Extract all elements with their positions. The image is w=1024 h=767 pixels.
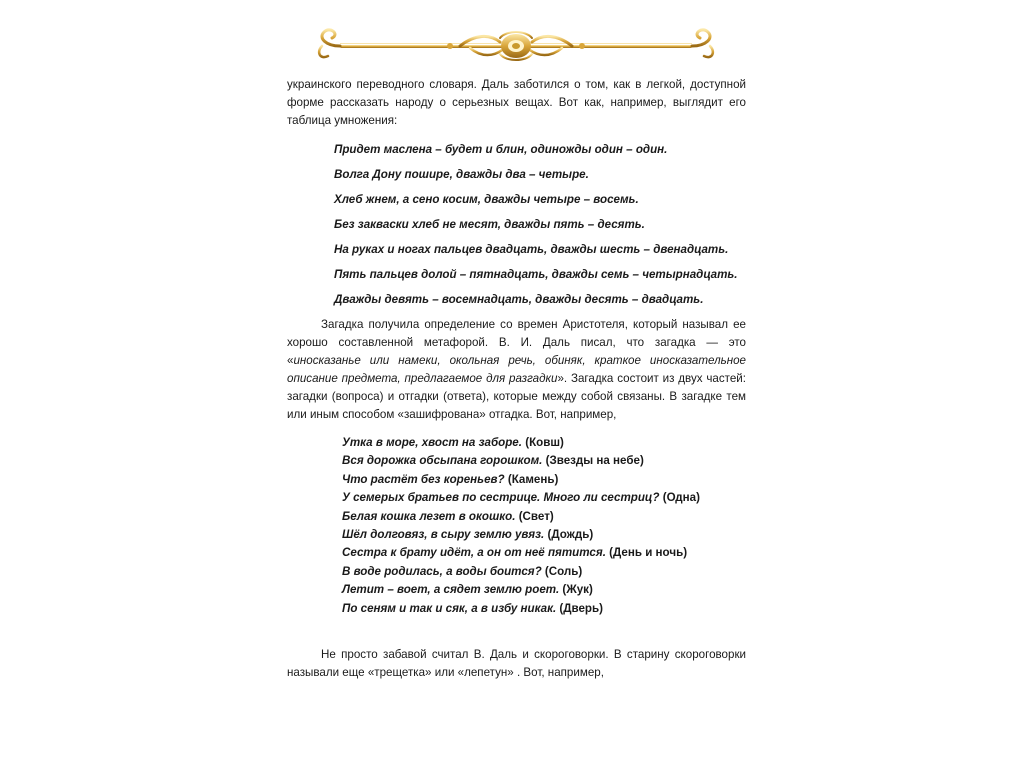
multiplication-line: Придет маслена – будет и блин, одиножды один – один. <box>334 143 668 156</box>
riddle-answer: (Жук) <box>559 583 593 597</box>
riddle-question: По сеням и так и сяк, а в избу никак. <box>342 601 557 615</box>
riddle-item <box>342 452 746 470</box>
multiplication-line: На руках и ногах пальцев двадцать, дважды шесть – двенадцать. <box>334 243 729 256</box>
riddles-list <box>287 434 746 618</box>
intro-paragraph: украинского переводного словаря. Даль заботился о том, как в легкой, доступной форме рассказать народу о серьезных вещах. Вот как, например, выглядит его таблица умножения: <box>287 78 746 127</box>
riddle-answer: (Дождь) <box>544 527 594 541</box>
tongue-twisters-paragraph: Не просто забавой считал В. Даль и скороговорки. В старину скороговорки называли еще «трещетка» или «лепетун» . Вот, например, <box>287 647 746 679</box>
riddle-question: Сестра к брату идёт, а он от неё пятится. <box>342 546 606 560</box>
riddle-item <box>342 508 746 526</box>
multiplication-line: Пять пальцев долой – пятнадцать, дважды семь – четырнадцать. <box>334 268 738 281</box>
multiplication-line: Дважды девять – восемнадцать, дважды десять – двадцать. <box>334 293 704 306</box>
riddle-question: Утка в море, хвост на заборе. <box>342 436 522 449</box>
riddle-answer: (Дверь) <box>556 601 604 615</box>
riddle-item <box>342 544 746 562</box>
riddle-text-part2: ». Загадка состоит из двух частей: загадки (вопроса) и отгадки (ответа), которые между собой связаны. В загадке тем или иным способом «зашифрована» отгадка. Вот, например, <box>287 372 746 421</box>
riddle-item <box>342 526 746 544</box>
riddle-item <box>342 563 746 581</box>
riddle-item <box>342 434 746 452</box>
riddle-question: В воде родилась, а воды боится? <box>342 564 542 578</box>
riddle-answer: (Ковш) <box>521 436 564 449</box>
riddle-answer: (Звезды на небе) <box>542 454 644 468</box>
riddle-question: Что растёт без кореньев? <box>342 472 505 486</box>
riddle-item <box>342 489 746 507</box>
riddle-answer: (Свет) <box>515 509 554 523</box>
riddle-question: Вся дорожка обсыпана горошком. <box>342 454 543 468</box>
riddle-answer: (Одна) <box>659 491 700 505</box>
gold-ornament-divider <box>310 26 722 66</box>
riddle-definition-paragraph <box>287 316 746 424</box>
riddle-answer: (День и ночь) <box>605 546 688 560</box>
multiplication-table <box>287 137 746 312</box>
multiplication-line: Волга Дону пошире, дважды два – четыре. <box>334 168 589 181</box>
riddle-question: У семерых братьев по сестрице. Много ли сестриц? <box>342 491 660 505</box>
riddle-answer: (Соль) <box>541 564 583 578</box>
multiplication-line: Хлеб жнем, а сено косим, дважды четыре – восемь. <box>334 193 639 206</box>
document-page <box>287 76 746 682</box>
riddle-text-part1: Загадка получила определение со времен Аристотеля, который называл ее хорошо составленной метафорой. В. И. Даль писал, что загадка — это « <box>287 318 746 367</box>
riddle-answer: (Камень) <box>504 472 559 486</box>
riddle-question: Шёл долговяз, в сыру землю увяз. <box>342 527 545 541</box>
riddle-question: Белая кошка лезет в окошко. <box>342 509 516 523</box>
riddle-item <box>342 581 746 599</box>
multiplication-line: Без закваски хлеб не месят, дважды пять – десять. <box>334 218 645 231</box>
riddle-item <box>342 600 746 618</box>
riddle-question: Летит – воет, а сядет землю роет. <box>342 583 560 597</box>
riddle-item <box>342 471 746 489</box>
riddle-definition-quote: иносказанье или намеки, окольная речь, обиняк, краткое иносказательное описание предмета, предлагаемое для разгадки <box>287 354 746 385</box>
